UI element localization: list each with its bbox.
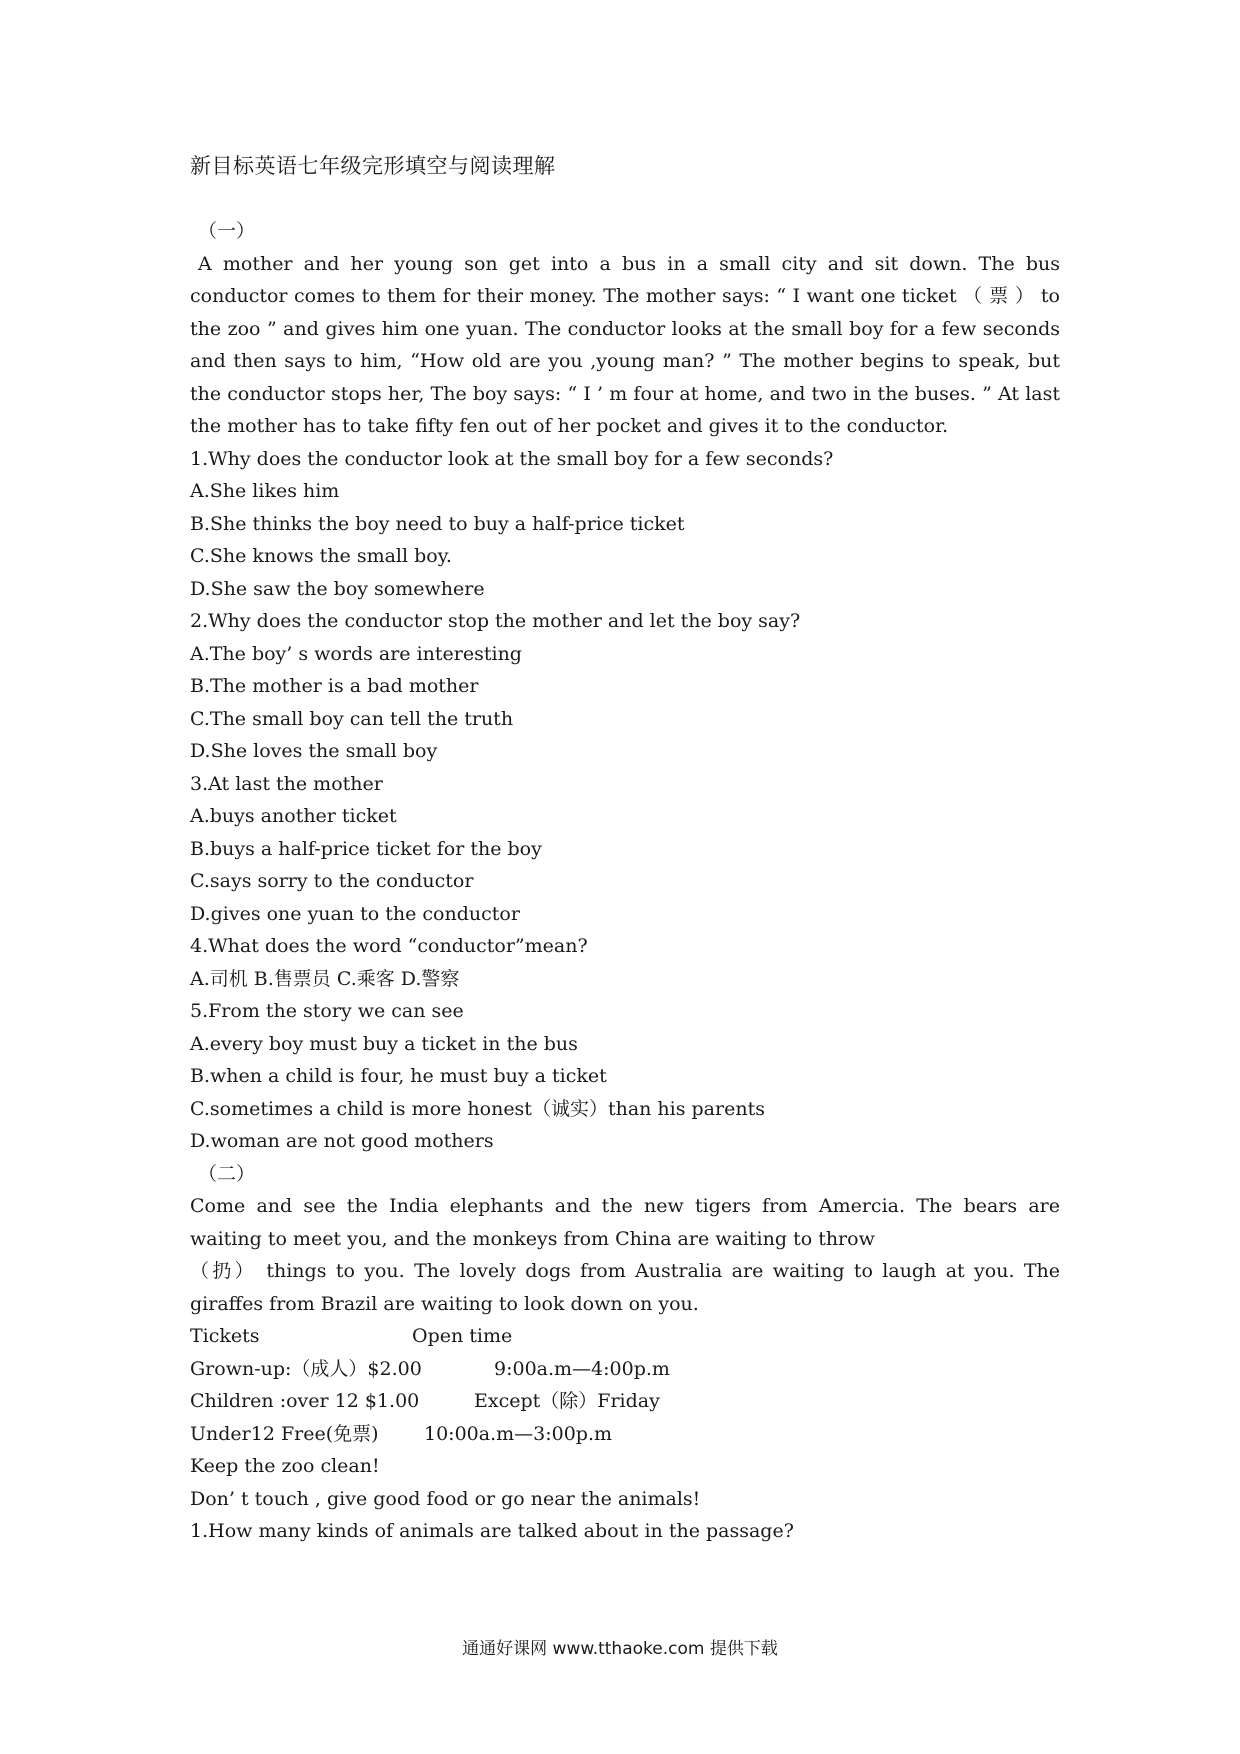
option-b: B.buys a half-price ticket for the boy <box>190 837 542 860</box>
question-text: 5.From the story we can see <box>190 1000 464 1022</box>
table-cell-right: Open time <box>412 1325 513 1347</box>
question-text: 3.At last the mother <box>190 772 383 795</box>
question-text: 4.What does the word “conductor”mean? <box>190 935 588 957</box>
option-d: D.woman are not good mothers <box>190 1130 494 1152</box>
option-b: B.The mother is a bad mother <box>190 675 479 697</box>
page-title: 新目标英语七年级完形填空与阅读理解 <box>190 154 556 178</box>
question-5 <box>190 995 1060 1158</box>
option-a: A.The boy’ s words are interesting <box>190 642 522 665</box>
option-b: B.She thinks the boy need to buy a half-price ticket <box>190 512 685 535</box>
option-a: A.every boy must buy a ticket in the bus <box>190 1032 578 1055</box>
zoo-rule: Don’ t touch , give good food or go near the animals! <box>190 1487 701 1510</box>
section-2-passage-part-2: （扔） things to you. The lovely dogs from Australia are waiting to laugh at you. The giraffes from Brazil are waiting to look down on you. <box>190 1260 1060 1315</box>
question-4 <box>190 930 1060 995</box>
question-text: 2.Why does the conductor stop the mother and let the boy say? <box>190 610 801 632</box>
table-cell-right: 9:00a.m—4:00p.m <box>494 1357 670 1380</box>
option-b: B.when a child is four, he must buy a ticket <box>190 1065 607 1087</box>
option-c: C.The small boy can tell the truth <box>190 707 514 730</box>
option-a: A.buys another ticket <box>190 805 397 827</box>
option-c: C.says sorry to the conductor <box>190 870 474 892</box>
option-d: D.gives one yuan to the conductor <box>190 902 520 925</box>
table-cell-left: Tickets <box>190 1325 260 1347</box>
option-c: C.sometimes a child is more honest（诚实）than his parents <box>190 1097 765 1120</box>
question-3 <box>190 768 1060 931</box>
section-2-label: （二） <box>198 1162 256 1185</box>
option-d: D.She loves the small boy <box>190 740 438 762</box>
option-a: A.She likes him <box>190 480 340 502</box>
table-cell-right: Except（除）Friday <box>474 1390 660 1412</box>
question-text: 1.How many kinds of animals are talked about in the passage? <box>190 1520 794 1542</box>
table-cell-right: 10:00a.m—3:00p.m <box>424 1422 613 1445</box>
question-text: 1.Why does the conductor look at the small boy for a few seconds? <box>190 447 834 470</box>
table-cell-left: Children :over 12 $1.00 <box>190 1390 420 1412</box>
footer-text: 通通好课网 www.tthaoke.com 提供下载 <box>462 1639 778 1659</box>
table-row <box>190 1385 1060 1418</box>
ticket-table <box>190 1320 1060 1450</box>
section-1-passage: A mother and her young son get into a bus in a small city and sit down. The bus conductor comes to them for their money. The mother says: “ I want one ticket （ 票 ） to the zoo ” and gives him one yuan. The conductor looks at the small boy for a few seconds and then says to him, “How old are you ,young man? ” The mother begins to speak, but the conductor stops her, The boy says: “ I ’ m four at home, and two in the buses. ” At last the mother has to take fifty fen out of her pocket and gives it to the conductor. <box>190 252 1060 437</box>
table-row <box>190 1353 1060 1386</box>
table-row <box>190 1418 1060 1451</box>
document-body <box>190 215 1060 1548</box>
option-c: C.She knows the small boy. <box>190 545 452 567</box>
table-cell-left: Grown-up:（成人）$2.00 <box>190 1357 422 1380</box>
section-1-label: （一） <box>198 220 256 242</box>
section-2-passage-part-1: Come and see the India elephants and the new tigers from Amercia. The bears are waiting to meet you, and the monkeys from China are waiting to throw <box>190 1195 1060 1250</box>
zoo-rule: Keep the zoo clean! <box>190 1455 380 1477</box>
option-d: D.She saw the boy somewhere <box>190 577 485 600</box>
table-row <box>190 1320 1060 1353</box>
question-2 <box>190 605 1060 768</box>
question-1 <box>190 443 1060 606</box>
options-line: A.司机 B.售票员 C.乘客 D.警察 <box>190 967 460 990</box>
table-cell-left: Under12 Free(免票) <box>190 1422 379 1445</box>
